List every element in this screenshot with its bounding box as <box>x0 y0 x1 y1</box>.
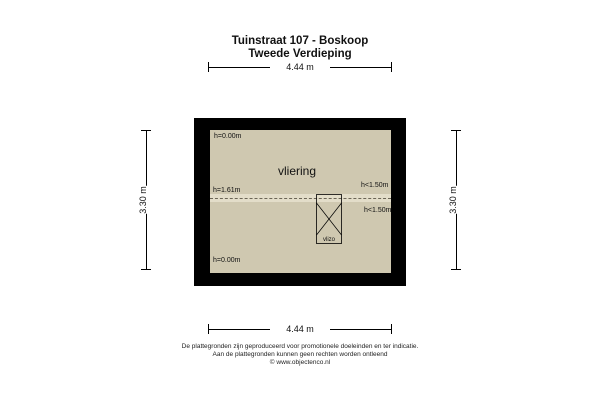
top-width-dimension <box>208 62 392 72</box>
height-label-upper-right: h<1.50m <box>361 182 389 189</box>
copyright-line: © www.objectenco.nl <box>269 359 331 366</box>
ridge-dashed-line <box>210 198 391 199</box>
bottom-width-label: 4.44 m <box>270 323 330 335</box>
room-name: vliering <box>278 164 317 178</box>
disclaimer-line-1: De plattegronden zijn geproduceerd voor promotionele doeleinden en ter indicatie. <box>181 343 419 350</box>
plan-title: Tuinstraat 107 - Boskoop <box>231 35 369 47</box>
attic-hatch-label: vlizo <box>322 237 335 243</box>
disclaimer-line-2: Aan de plattegronden kunnen geen rechten worden ontleend <box>212 351 388 358</box>
height-label-mid-left: h=1.61m <box>213 187 241 194</box>
right-depth-dimension <box>447 130 461 270</box>
bottom-width-dimension <box>208 324 392 334</box>
height-label-lower-right: h<1.50m <box>364 207 392 214</box>
left-depth-label: 3.30 m <box>137 186 148 214</box>
top-width-label: 4.44 m <box>270 61 330 73</box>
height-label-bottom-left: h=0.00m <box>213 257 241 264</box>
left-depth-dimension <box>137 130 151 270</box>
floor-subtitle: Tweede Verdieping <box>248 48 352 60</box>
height-label-top-left: h=0.00m <box>214 133 242 140</box>
right-depth-label: 3.30 m <box>447 186 458 214</box>
